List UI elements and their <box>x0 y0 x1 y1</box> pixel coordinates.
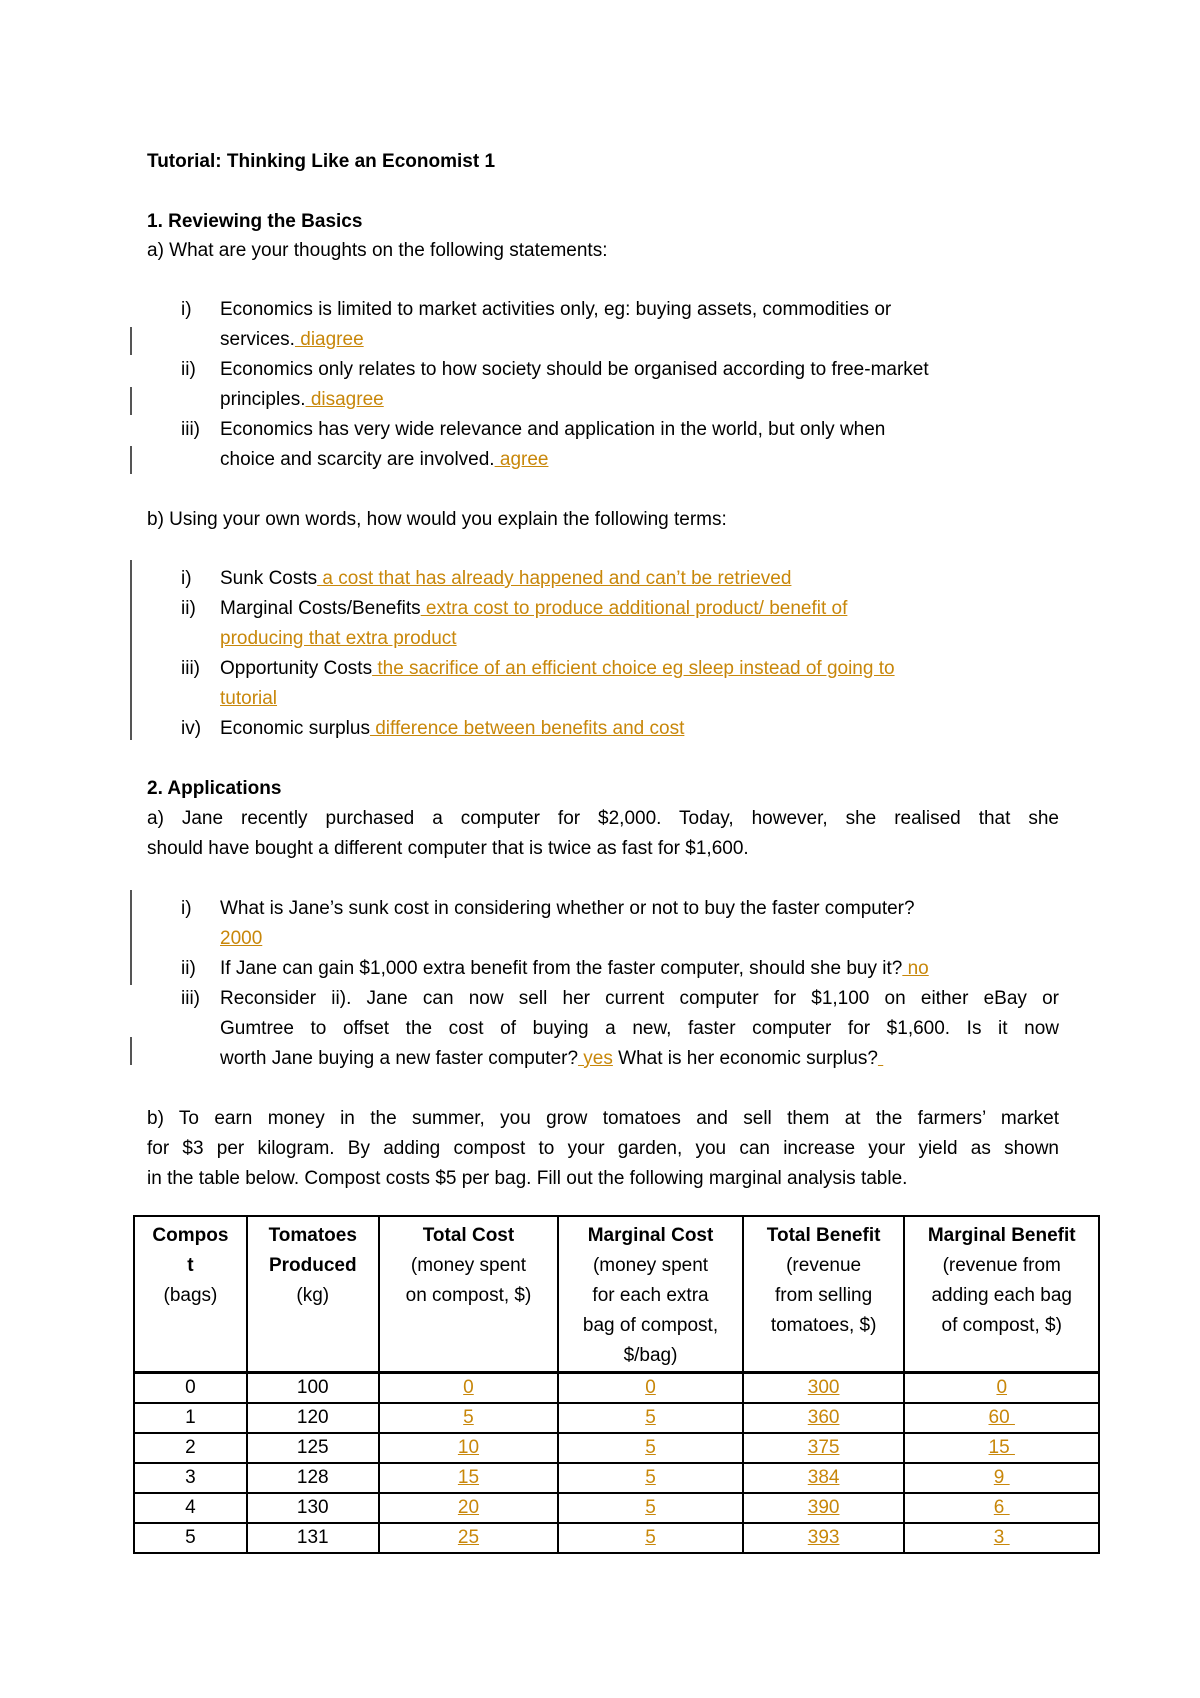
cell-marginal-benefit: 15 <box>904 1433 1099 1463</box>
cell-total-cost: 20 <box>379 1493 559 1523</box>
cell-compost: 5 <box>134 1523 247 1553</box>
question-2-text: If Jane can gain $1,000 extra benefit from the faster computer, should she buy it? <box>220 958 903 979</box>
table-row <box>134 1463 1099 1493</box>
question-1-answer: 2000 <box>220 928 263 949</box>
cell-compost: 1 <box>134 1403 247 1433</box>
cell-marginal-benefit: 6 <box>904 1493 1099 1523</box>
cell-total-cost: 25 <box>379 1523 559 1553</box>
column-header-total-benefit: Total Benefit (revenue from selling tomatoes, $) <box>743 1216 905 1373</box>
cell-marginal-benefit: 9 <box>904 1463 1099 1493</box>
cell-total-benefit: 300 <box>743 1373 905 1404</box>
statement-1-answer: diagree <box>294 329 364 350</box>
question-3-line2: Gumtree to offset the cost of buying a new, faster computer for $1,600. Is it now <box>220 1018 1059 1039</box>
revision-mark <box>130 560 132 740</box>
question-3-answer-a: yes <box>578 1048 613 1069</box>
marginal-analysis-table <box>133 1215 1100 1554</box>
term-2-row <box>220 597 847 621</box>
revision-mark <box>130 387 132 415</box>
term-2-answer: extra cost to produce additional product/ benefit of <box>420 598 848 619</box>
cell-marginal-cost: 0 <box>558 1373 743 1404</box>
table-row <box>134 1523 1099 1553</box>
cell-marginal-benefit: 60 <box>904 1403 1099 1433</box>
cell-total-cost: 5 <box>379 1403 559 1433</box>
term-3-answer-cont: tutorial <box>220 688 278 709</box>
cell-compost: 0 <box>134 1373 247 1404</box>
cell-total-benefit: 384 <box>743 1463 905 1493</box>
cell-marginal-benefit: 0 <box>904 1373 1099 1404</box>
section-2b-text-line3: in the table below. Compost costs $5 per bag. Fill out the following marginal analysis table. <box>147 1168 908 1189</box>
term-1-number: i) <box>181 568 192 589</box>
statement-1-line2 <box>220 328 364 352</box>
question-3-line3 <box>220 1047 883 1071</box>
term-4-number: iv) <box>181 718 202 739</box>
question-2-number: ii) <box>181 958 196 979</box>
question-1-number: i) <box>181 898 192 919</box>
table-row <box>134 1493 1099 1523</box>
cell-total-benefit: 360 <box>743 1403 905 1433</box>
cell-marginal-cost: 5 <box>558 1403 743 1433</box>
page-title: Tutorial: Thinking Like an Economist 1 <box>147 151 496 172</box>
statement-3-number: iii) <box>181 419 200 440</box>
column-header-compost: Compos t (bags) <box>134 1216 247 1373</box>
term-3-label: Opportunity Costs <box>220 658 373 679</box>
term-2-answer-cont: producing that extra product <box>220 628 457 649</box>
revision-mark <box>130 1037 132 1065</box>
cell-total-cost: 15 <box>379 1463 559 1493</box>
revision-mark <box>130 890 132 985</box>
term-1-label: Sunk Costs <box>220 568 318 589</box>
question-1-text: What is Jane’s sunk cost in considering whether or not to buy the faster computer? <box>220 898 915 919</box>
section-2a-text-line1: a) Jane recently purchased a computer for $2,000. Today, however, she realised that she <box>147 808 1059 829</box>
term-3-answer: the sacrifice of an efficient choice eg sleep instead of going to <box>372 658 895 679</box>
statement-1-text-end: services. <box>220 329 295 350</box>
question-3-number: iii) <box>181 988 200 1009</box>
term-4-row <box>220 717 684 741</box>
question-3-text-b: What is her economic surplus? <box>612 1048 878 1069</box>
term-4-answer: difference between benefits and cost <box>369 718 685 739</box>
column-header-total-cost: Total Cost (money spent on compost, $) <box>379 1216 559 1373</box>
section-2a-text-line2: should have bought a different computer that is twice as fast for $1,600. <box>147 838 749 859</box>
table-header-row <box>134 1216 1099 1373</box>
statement-3-answer: agree <box>494 449 549 470</box>
cell-tomatoes: 130 <box>247 1493 379 1523</box>
cell-compost: 2 <box>134 1433 247 1463</box>
section-1-heading: 1. Reviewing the Basics <box>147 211 363 232</box>
term-4-label: Economic surplus <box>220 718 370 739</box>
section-1b-prompt: b) Using your own words, how would you explain the following terms: <box>147 509 727 530</box>
term-2-label: Marginal Costs/Benefits <box>220 598 421 619</box>
section-2b-text-line1: b) To earn money in the summer, you grow tomatoes and sell them at the farmers’ market <box>147 1108 1059 1129</box>
statement-3-text-end: choice and scarcity are involved. <box>220 449 495 470</box>
table-row <box>134 1403 1099 1433</box>
cell-tomatoes: 128 <box>247 1463 379 1493</box>
section-2b-text-line2: for $3 per kilogram. By adding compost to your garden, you can increase your yield as shown <box>147 1138 1059 1159</box>
statement-2-text: Economics only relates to how society should be organised according to free-market <box>220 359 929 380</box>
cell-compost: 3 <box>134 1463 247 1493</box>
cell-marginal-benefit: 3 <box>904 1523 1099 1553</box>
question-3-answer-b <box>878 1048 883 1069</box>
statement-1-number: i) <box>181 299 192 320</box>
statement-2-answer: disagree <box>305 389 384 410</box>
term-3-row <box>220 657 895 681</box>
cell-marginal-cost: 5 <box>558 1493 743 1523</box>
statement-1-text: Economics is limited to market activities only, eg: buying assets, commodities or <box>220 299 892 320</box>
table-row <box>134 1433 1099 1463</box>
column-header-marginal-cost: Marginal Cost (money spent for each extra bag of compost, $/bag) <box>558 1216 743 1373</box>
cell-total-cost: 10 <box>379 1433 559 1463</box>
cell-total-benefit: 375 <box>743 1433 905 1463</box>
section-2-heading: 2. Applications <box>147 778 282 799</box>
revision-mark <box>130 327 132 355</box>
statement-3-line2 <box>220 448 548 472</box>
column-header-marginal-benefit: Marginal Benefit (revenue from adding each bag of compost, $) <box>904 1216 1099 1373</box>
statement-2-text-end: principles. <box>220 389 306 410</box>
table-row <box>134 1373 1099 1404</box>
cell-tomatoes: 125 <box>247 1433 379 1463</box>
cell-tomatoes: 100 <box>247 1373 379 1404</box>
cell-marginal-cost: 5 <box>558 1433 743 1463</box>
cell-total-cost: 0 <box>379 1373 559 1404</box>
cell-total-benefit: 393 <box>743 1523 905 1553</box>
statement-2-number: ii) <box>181 359 196 380</box>
term-1-answer: a cost that has already happened and can’t be retrieved <box>317 568 792 589</box>
cell-compost: 4 <box>134 1493 247 1523</box>
term-3-number: iii) <box>181 658 200 679</box>
statement-3-text: Economics has very wide relevance and application in the world, but only when <box>220 419 886 440</box>
cell-tomatoes: 131 <box>247 1523 379 1553</box>
section-1a-prompt: a) What are your thoughts on the following statements: <box>147 240 608 261</box>
cell-tomatoes: 120 <box>247 1403 379 1433</box>
cell-marginal-cost: 5 <box>558 1523 743 1553</box>
cell-marginal-cost: 5 <box>558 1463 743 1493</box>
question-3-text-a: worth Jane buying a new faster computer? <box>220 1048 579 1069</box>
question-2-row <box>220 957 929 981</box>
statement-2-line2 <box>220 388 384 412</box>
question-3-line1: Reconsider ii). Jane can now sell her current computer for $1,100 on either eBay or <box>220 988 1059 1009</box>
question-2-answer: no <box>902 958 929 979</box>
column-header-tomatoes: Tomatoes Produced (kg) <box>247 1216 379 1373</box>
cell-total-benefit: 390 <box>743 1493 905 1523</box>
term-1-row <box>220 567 791 591</box>
term-2-number: ii) <box>181 598 196 619</box>
revision-mark <box>130 446 132 474</box>
